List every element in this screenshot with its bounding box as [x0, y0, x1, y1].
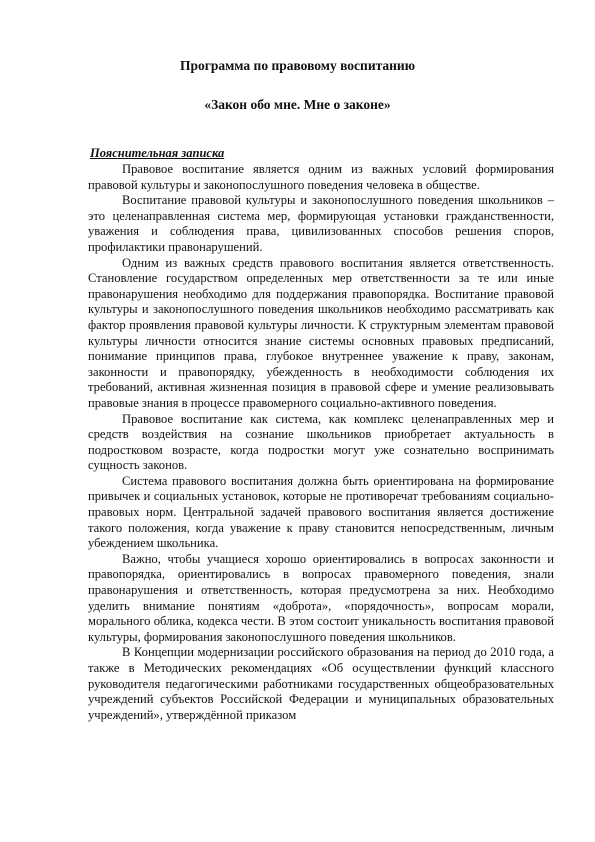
paragraph: В Концепции модернизации российского образования на период до 2010 года, а также в Методических рекомендациях «Об осуществлении функций классного руководителя педагогическими работниками государственных общеобразовательных учреждений субъектов Российской Федерации и муниципальных образовательных учреждений», утверждённой приказом: [88, 645, 554, 722]
document-title: Программа по правовому воспитанию: [179, 58, 416, 73]
document-subtitle: «Закон обо мне. Мне о законе»: [204, 97, 391, 112]
paragraph: Важно, чтобы учащиеся хорошо ориентировались в вопросах законности и правопорядка, ориентировались в вопросах правомерного поведения, знали правонарушения и ответственность, которая предусмотрена за них. Необходимо уделить внимание понятиям «доброта», «порядочность», вопросам морали, морального облика, кодекса чести. В этом состоит уникальность воспитания правовой культуры, формирования законопослушного поведения школьников.: [88, 551, 554, 644]
paragraph: Система правового воспитания должна быть ориентирована на формирование привычек и социальных установок, которые не противоречат требованиям социально-правовых норм. Центральной задачей правового воспитания является достижение такого положения, когда уважение к праву становится непосредственным, личным убеждением школьника.: [88, 473, 554, 551]
paragraph: Правовое воспитание как система, как комплекс целенаправленных мер и средств воздействия на сознание школьников приобретает актуальность в подростковом возрасте, когда подростки могут уже сознательно воспринимать сущность законов.: [88, 411, 554, 473]
document-body: [88, 162, 554, 723]
section-heading: Пояснительная записка: [90, 146, 225, 160]
paragraph: Одним из важных средств правового воспитания является ответственность. Становление государством определенных мер ответственности за те или иные правонарушения необходимо для поддержания правопорядка. Воспитание правовой культуры и законопослушного поведения школьников необходимо рассматривать как фактор проявления правовой культуры личности. К структурным элементам правовой культуры личности относится знание системы основных правовых предписаний, понимание принципов права, глубокое внутреннее уважение к праву, законам, законности и правопорядку, убежденность в необходимости соблюдения их требований, активная жизненная позиция в правовой сфере и умение реализовывать правовые знания в процессе правомерного социально-активного поведения.: [88, 255, 554, 410]
paragraph: Правовое воспитание является одним из важных условий формирования правовой культуры и законопослушного поведения человека в обществе.: [88, 162, 554, 192]
paragraph: Воспитание правовой культуры и законопослушного поведения школьников – это целенаправленная система мер, формирующая установки гражданственности, уважения и соблюдения права, цивилизованных способов решения споров, профилактики правонарушений.: [88, 193, 554, 254]
